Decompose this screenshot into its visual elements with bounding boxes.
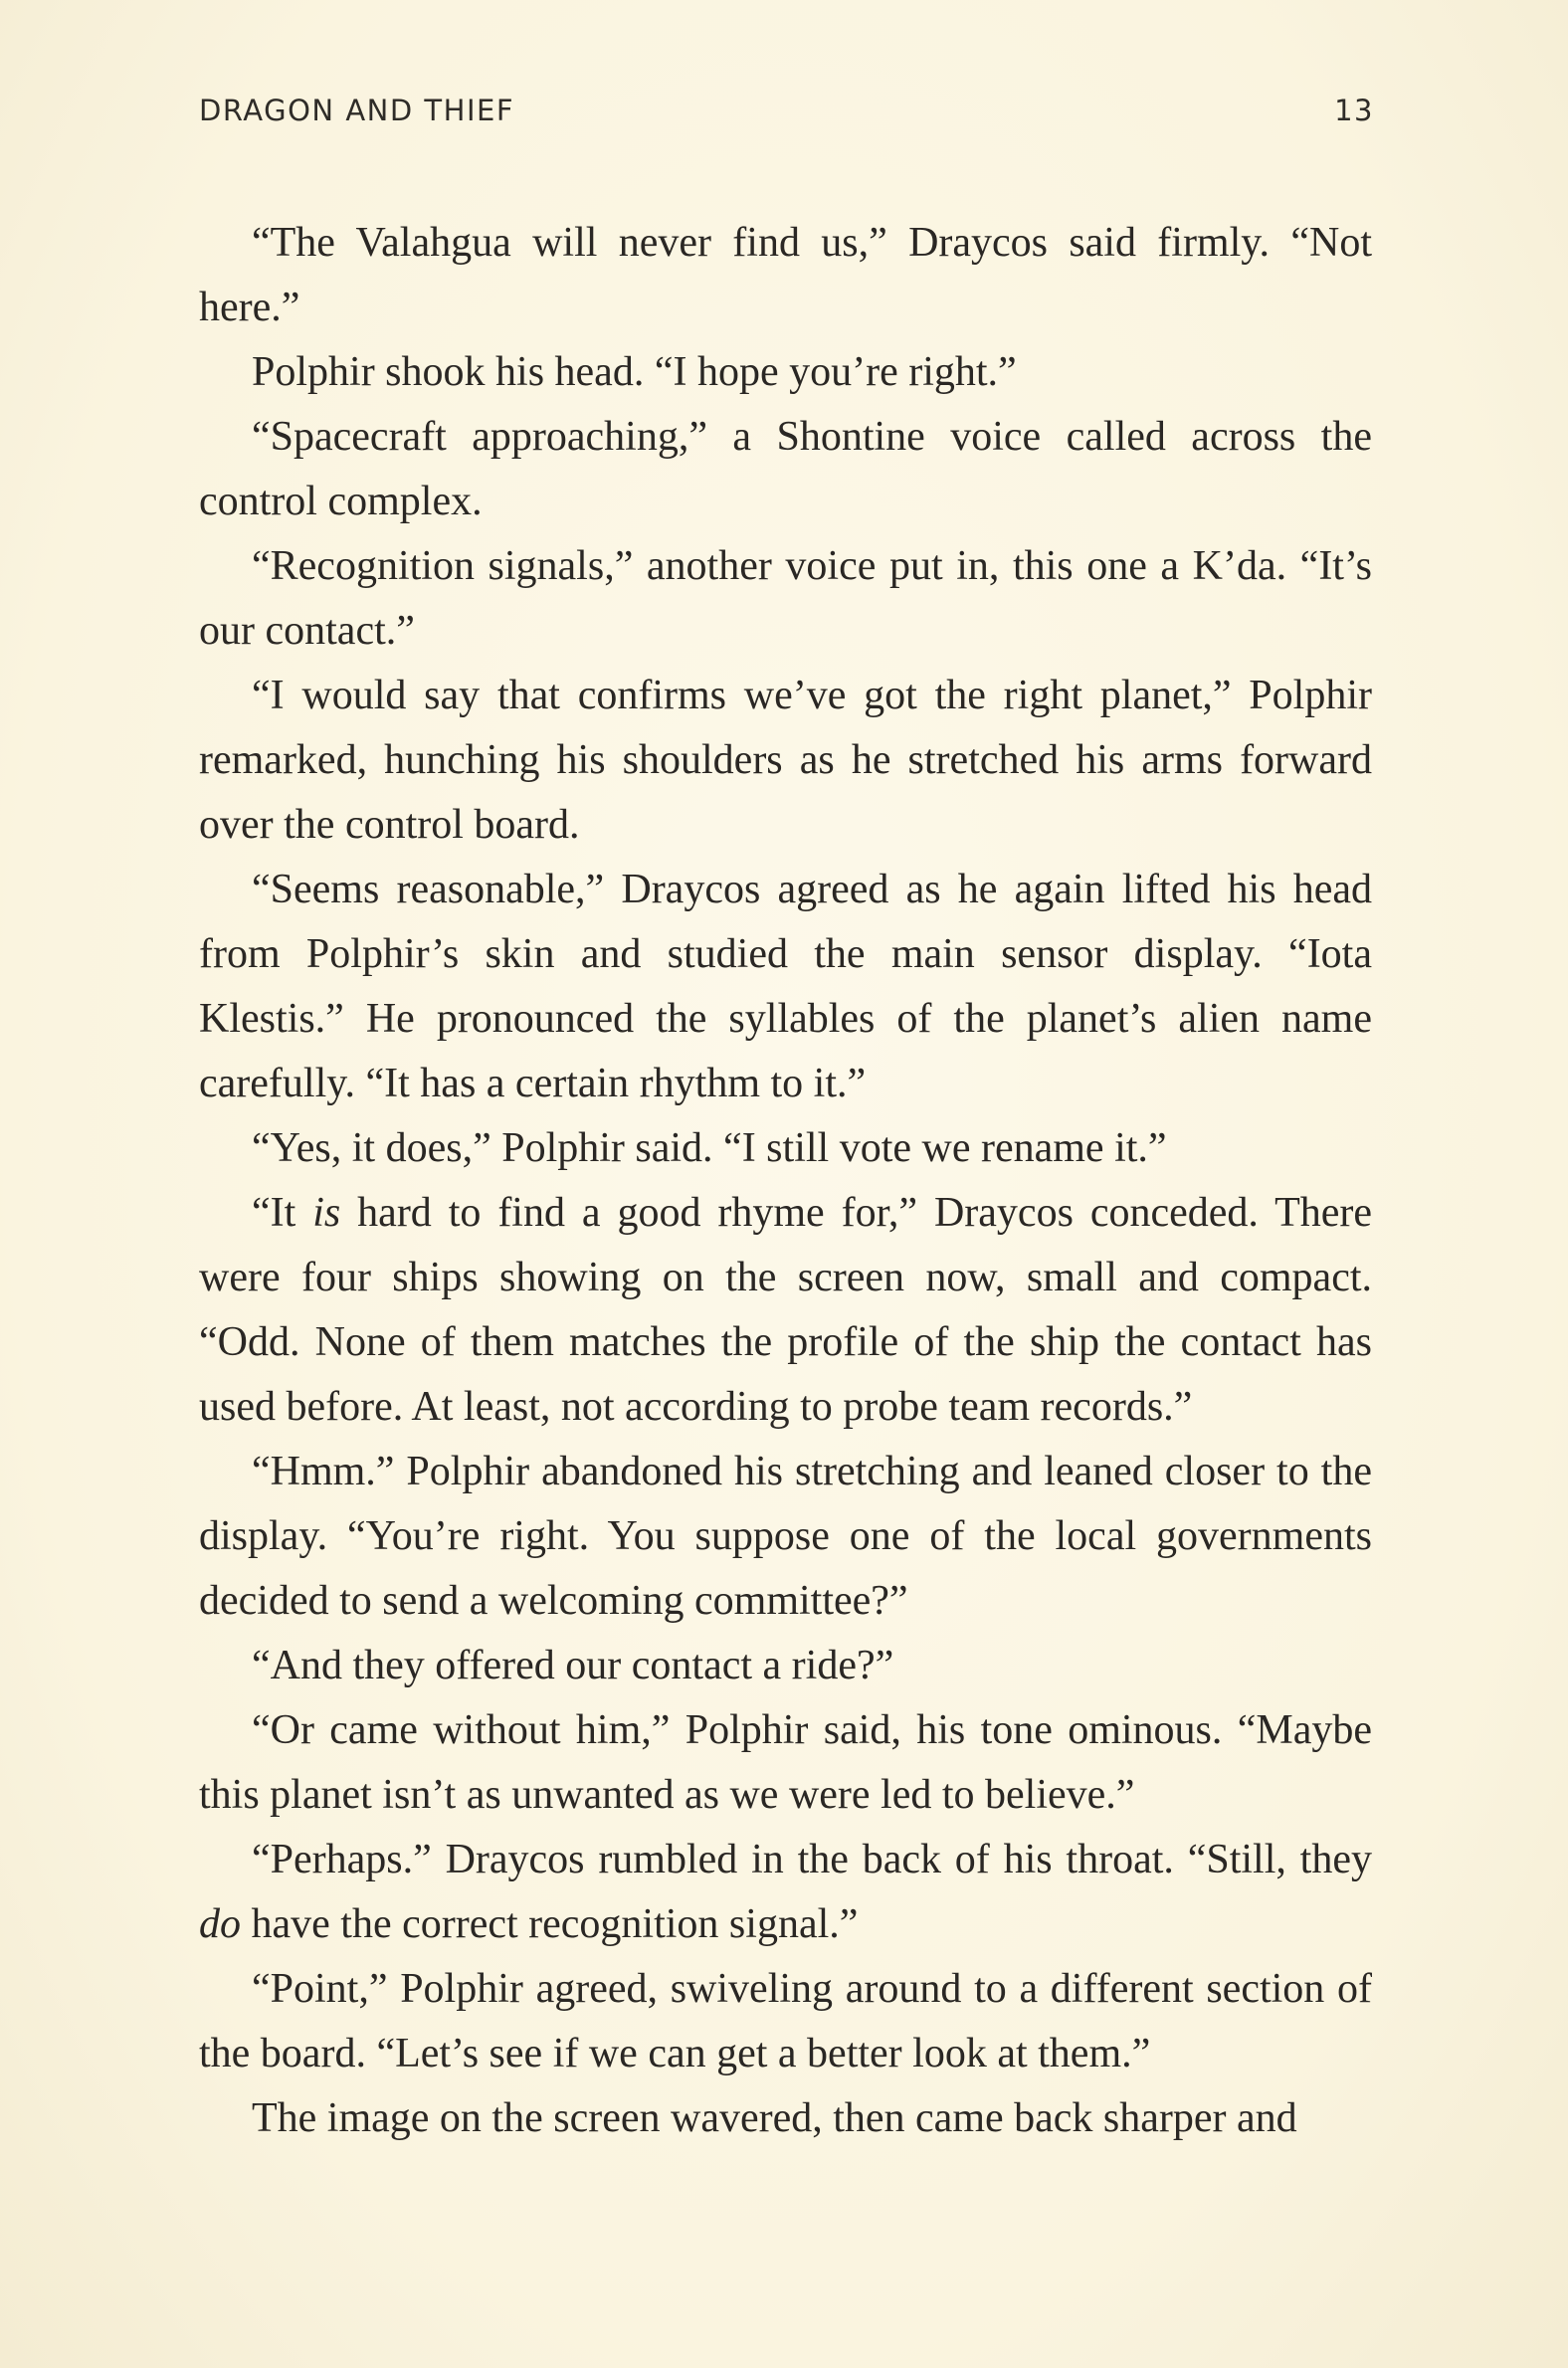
paragraph: “Point,” Polphir agreed, swiveling around to a different section of the board. “Let’s see if we can get a better look at them.”: [199, 1966, 1372, 2076]
paragraph: “I would say that confirms we’ve got the right planet,” Polphir remarked, hunching his shoulders as he stretched his arms forward over the control board.: [199, 673, 1372, 848]
body-text: [199, 211, 1372, 2151]
paragraph: [199, 1181, 1372, 1440]
paragraph: “Seems reasonable,” Draycos agreed as he again lifted his head from Polphir’s skin and studied the main sensor display. “Iota Klestis.” He pronounced the syllables of the planet’s alien name carefully. “It has a certain rhythm to it.”: [199, 867, 1372, 1106]
italic-emphasis: is: [312, 1190, 341, 1236]
paragraph-text: have the correct recognition signal.”: [241, 1901, 859, 1947]
running-head-title: DRAGON AND THIEF: [199, 94, 515, 127]
paragraph-text: “It: [252, 1190, 313, 1236]
paragraph: Polphir shook his head. “I hope you’re right.”: [252, 349, 1017, 395]
paragraph: “Spacecraft approaching,” a Shontine voice called across the control complex.: [199, 414, 1372, 524]
paragraph: [199, 1828, 1372, 1957]
running-head: [199, 94, 1374, 137]
paragraph-text: “Perhaps.” Draycos rumbled in the back of his throat. “Still, they: [252, 1837, 1372, 1882]
paragraph: “Hmm.” Polphir abandoned his stretching and leaned closer to the display. “You’re right. You suppose one of the local governments decided to send a welcoming committee?”: [199, 1449, 1372, 1624]
page-number: 13: [1334, 94, 1374, 127]
paragraph: “The Valahgua will never find us,” Draycos said firmly. “Not here.”: [199, 220, 1372, 330]
paragraph: “Recognition signals,” another voice put in, this one a K’da. “It’s our contact.”: [199, 543, 1372, 654]
paragraph: “Yes, it does,” Polphir said. “I still vote we rename it.”: [252, 1125, 1167, 1171]
italic-emphasis: do: [199, 1901, 241, 1947]
paragraph-continued: The image on the screen wavered, then came back sharper and: [252, 2095, 1297, 2141]
paragraph: “And they offered our contact a ride?”: [252, 1643, 894, 1688]
paragraph: “Or came without him,” Polphir said, his tone ominous. “Maybe this planet isn’t as unwanted as we were led to believe.”: [199, 1707, 1372, 1818]
paragraph-text: hard to find a good rhyme for,” Draycos conceded. There were four ships showing on the screen now, small and compact. “Odd. None of them matches the profile of the ship the contact has used before. At least, not according to probe team records.”: [199, 1190, 1372, 1430]
